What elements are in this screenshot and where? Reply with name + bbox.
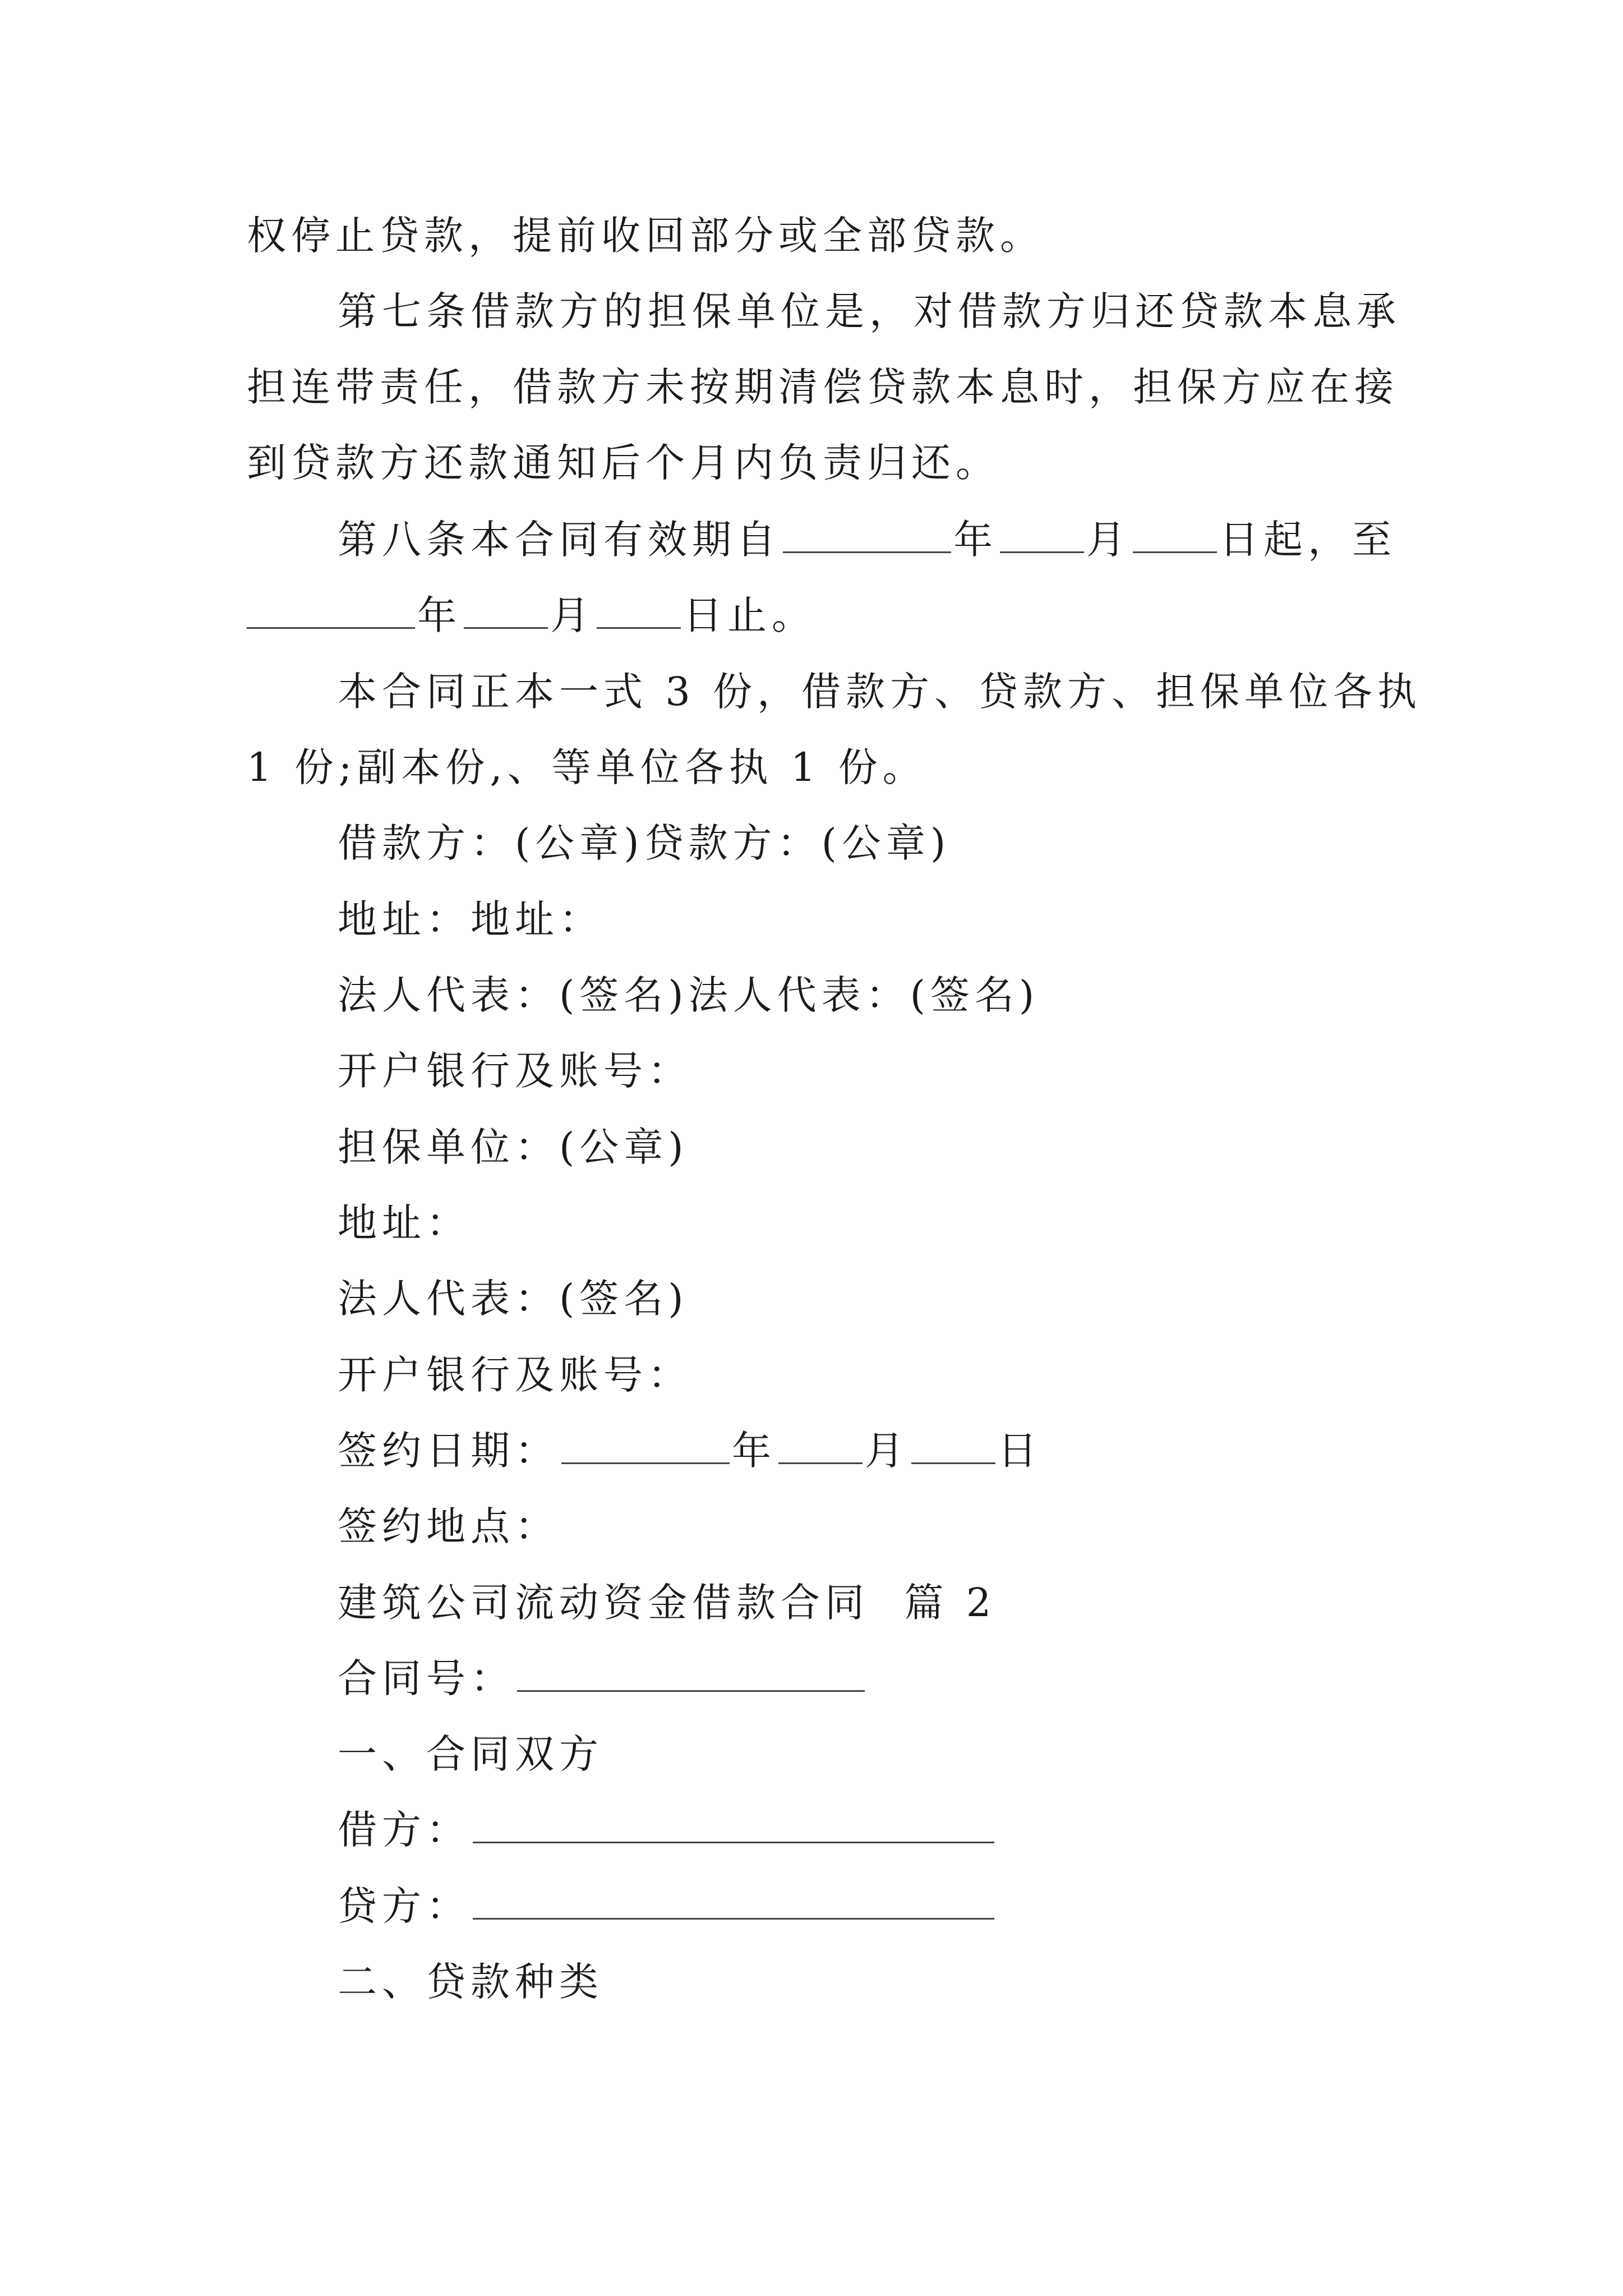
address-line: 地址：地址： bbox=[338, 896, 603, 942]
bank-account-line: 开户银行及账号： bbox=[338, 1048, 692, 1094]
month-label: 月 bbox=[1086, 517, 1131, 563]
paragraph-line: 权停止贷款，提前收回部分或全部贷款。 bbox=[247, 213, 1044, 259]
day-label: 日 bbox=[998, 1428, 1042, 1474]
day-blank bbox=[597, 591, 681, 629]
clause-seven-line-2: 担连带责任，借款方未按期清偿贷款本息时，担保方应在接 bbox=[247, 364, 1399, 410]
clause-eight-text: 第八条本合同有效期自 bbox=[338, 517, 781, 563]
borrower-line bbox=[338, 1802, 1482, 1858]
year-label: 年 bbox=[732, 1428, 776, 1474]
month-label: 月 bbox=[865, 1428, 909, 1474]
guarantor-bank-line: 开户银行及账号： bbox=[338, 1352, 692, 1398]
month-blank bbox=[1000, 516, 1084, 553]
day-label: 日起，至 bbox=[1219, 517, 1396, 563]
day-blank bbox=[911, 1427, 995, 1464]
year-blank bbox=[561, 1427, 730, 1464]
clause-seven-line-1: 第七条借款方的担保单位是，对借款方归还贷款本息承 bbox=[338, 288, 1401, 334]
year-label: 年 bbox=[417, 592, 462, 638]
loan-type-heading: 二、贷款种类 bbox=[338, 1959, 603, 2005]
signature-party-line: 借款方：(公章)贷款方：(公章) bbox=[338, 820, 951, 866]
contract-number-blank bbox=[517, 1654, 865, 1692]
clause-eight-line-1 bbox=[338, 512, 1482, 568]
signing-date-label: 签约日期： bbox=[338, 1428, 559, 1474]
lender-label: 贷方： bbox=[338, 1883, 471, 1929]
contract-number-label: 合同号： bbox=[338, 1655, 515, 1701]
parties-heading: 一、合同双方 bbox=[338, 1731, 603, 1777]
clause-eight-line-2 bbox=[247, 587, 1391, 643]
guarantor-line: 担保单位：(公章) bbox=[338, 1124, 689, 1170]
day-blank bbox=[1133, 516, 1217, 553]
month-blank bbox=[464, 591, 548, 629]
lender-blank bbox=[473, 1882, 994, 1920]
year-label: 年 bbox=[953, 517, 998, 563]
copies-line-2: 1 份;副本份,、等单位各执 1 份。 bbox=[247, 744, 927, 790]
section-title: 建筑公司流动资金借款合同 篇 2 bbox=[338, 1580, 997, 1626]
clause-seven-line-3: 到贷款方还款通知后个月内负责归还。 bbox=[247, 440, 1000, 486]
month-label: 月 bbox=[550, 592, 594, 638]
lender-line bbox=[338, 1878, 1482, 1934]
borrower-label: 借方： bbox=[338, 1807, 471, 1853]
year-blank bbox=[783, 516, 951, 553]
borrower-blank bbox=[473, 1806, 994, 1843]
signing-place-line: 签约地点： bbox=[338, 1503, 559, 1549]
contract-number-line bbox=[338, 1650, 1482, 1706]
day-end-label: 日止。 bbox=[683, 592, 816, 638]
guarantor-address-line: 地址： bbox=[338, 1200, 471, 1246]
legal-rep-line: 法人代表：(签名)法人代表：(签名) bbox=[338, 972, 1040, 1018]
signing-date-line bbox=[338, 1423, 1482, 1479]
copies-line-1: 本合同正本一式 3 份，借款方、贷款方、担保单位各执 bbox=[338, 669, 1422, 715]
month-blank bbox=[778, 1427, 863, 1464]
guarantor-legal-rep-line: 法人代表：(签名) bbox=[338, 1276, 689, 1322]
year-blank bbox=[247, 591, 415, 629]
